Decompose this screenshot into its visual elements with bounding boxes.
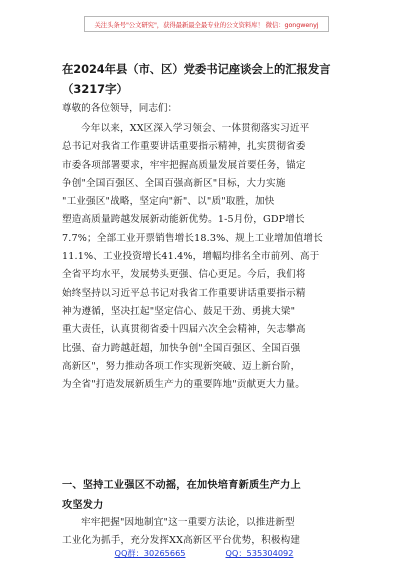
paragraph-line: 为全省"打造发展新质生产力的重要阵地"贡献更大力量。: [62, 379, 305, 391]
heading-line: 一、坚持工业强区不动摇，在加快培育新质生产力上: [62, 480, 301, 491]
paragraph-1: [62, 120, 350, 394]
footer-contacts: [0, 548, 408, 559]
paragraph-line: "工业强区"战略，坚定向"新"、以"质"取胜，加快: [62, 196, 275, 208]
paragraph-line: 全省平均水平，发展势头更强、信心更足。今后，我们将: [62, 269, 306, 281]
top-banner: [84, 16, 329, 32]
document-title: 在2024年县（市、区）党委书记座谈会上的汇报发言: [62, 62, 331, 76]
paragraph-line: 始终坚持以习近平总书记对我省工作重要讲话重要指示精: [62, 287, 306, 299]
paragraph-line: 比强、奋力跨越赶超，加快争创"全国百强区、全国百强: [62, 342, 301, 354]
paragraph-line: 总书记对我省工作重要讲话重要指示精神，扎实贯彻省委: [62, 141, 306, 153]
section-heading: [62, 476, 352, 515]
greeting: 尊敬的各位领导，同志们：: [62, 103, 178, 114]
paragraph-line: 重大责任，认真贯彻省委十四届六次全会精神，矢志攀高: [62, 324, 306, 336]
paragraph-line: 牢牢把握"因地制宜"这一重要方法论，以推进新型: [81, 517, 295, 528]
paragraph-line: 7.7%；全部工业开票销售增长18.3%、规上工业增加值增长: [62, 232, 323, 244]
qq-group-link[interactable]: QQ群：30265665: [114, 548, 186, 558]
document-subtitle: （3217字）: [62, 82, 128, 96]
paragraph-line: 神为遵循，坚决扛起"坚定信心、鼓足干劲、勇挑大梁": [62, 305, 296, 317]
paragraph-line: 争创"全国百强区、全国百强高新区"目标，大力实施: [62, 177, 286, 189]
paragraph-line: 工业化为抓手，充分发挥XX高新区平台优势，积极构建: [62, 535, 301, 547]
paragraph-2: [62, 514, 350, 551]
qq-contact-link[interactable]: QQ：535304092: [225, 548, 294, 558]
paragraph-line: 高新区"，努力推动各项工作实现新突破、迈上新台阶，: [62, 360, 301, 372]
paragraph-line: 11.1%、工业投资增长41.4%，增幅均排名全市前列、高于: [62, 251, 320, 263]
paragraph-line: 市委各项部署要求，牢牢把握高质量发展首要任务，锚定: [62, 159, 306, 171]
heading-line: 攻坚发力: [62, 499, 104, 511]
paragraph-line: 今年以来，XX区深入学习领会、一体贯彻落实习近平: [81, 123, 310, 134]
paragraph-line: 塑造高质量跨越发展新动能新优势。1-5月份，GDP增长: [62, 214, 305, 226]
banner-text: 关注头条号"公文研究"，获得最新最全最专业的公文资料库！ 微信：gongwenyj: [94, 20, 319, 29]
